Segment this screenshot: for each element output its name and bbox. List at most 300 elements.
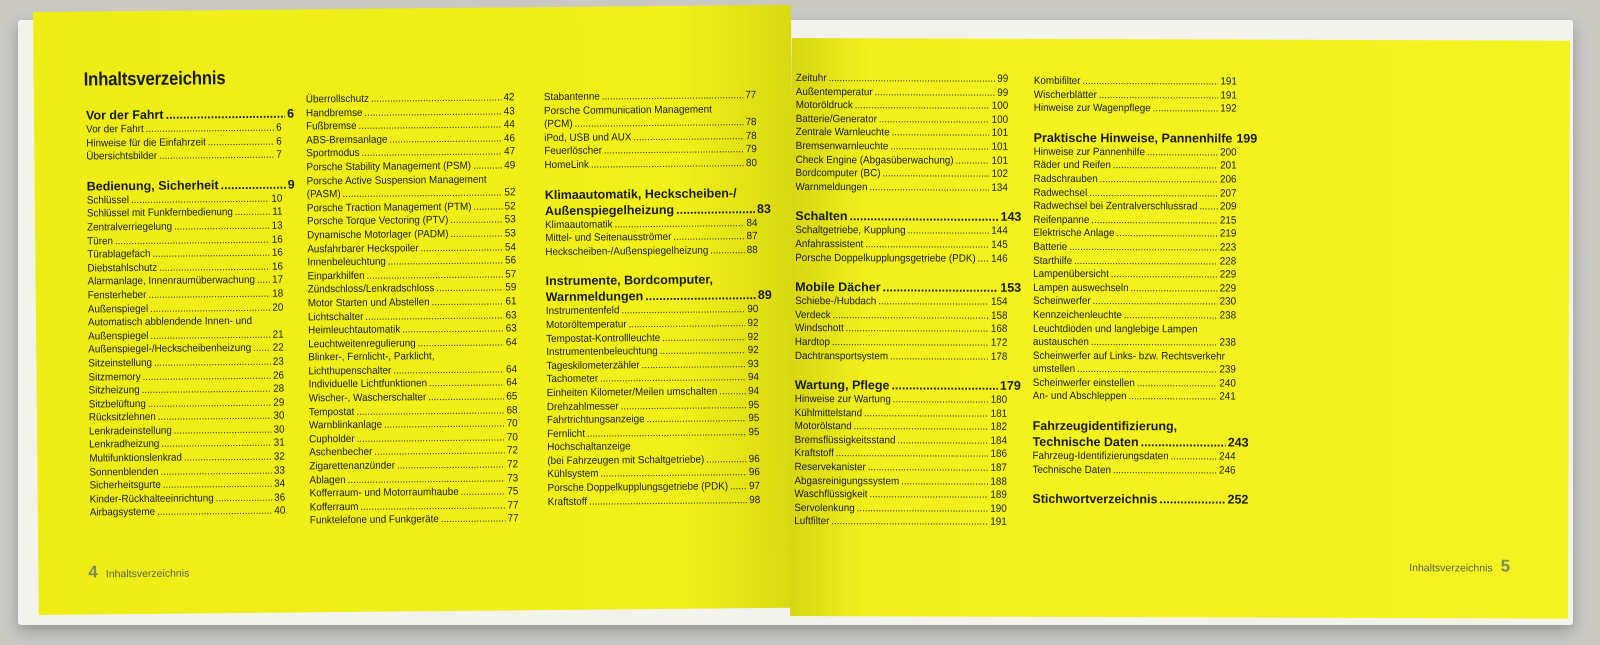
toc-column-5	[1032, 74, 1258, 508]
leader-dots	[1130, 282, 1217, 296]
leader-dots	[146, 122, 275, 137]
entry-page: 29	[273, 396, 285, 409]
entry-label: Airbagsysteme	[89, 506, 156, 519]
leader-dots	[1074, 255, 1218, 269]
entry-page: 7	[276, 148, 282, 161]
entry-page: 75	[507, 485, 519, 498]
leader-dots	[846, 323, 989, 337]
leader-dots	[1137, 377, 1218, 391]
entry-page: 53	[504, 227, 516, 240]
leader-dots	[1089, 187, 1218, 201]
entry-label: austauschen	[1032, 335, 1089, 349]
leader-dots	[1069, 241, 1218, 255]
entry-page: 178	[990, 350, 1008, 363]
entry-page: 201	[1220, 159, 1237, 172]
entry-page: 73	[507, 471, 519, 485]
toc-entry	[1034, 102, 1237, 116]
entry-label: Verdeck	[795, 308, 831, 321]
leader-dots	[890, 350, 989, 364]
entry-page: 65	[506, 390, 518, 403]
leader-dots	[174, 424, 272, 439]
leader-dots	[460, 486, 505, 500]
spacer	[1032, 477, 1248, 492]
toc-entry	[1033, 254, 1236, 268]
toc-entry	[795, 181, 1007, 195]
leader-dots	[1147, 146, 1218, 160]
leader-dots	[436, 282, 503, 296]
entry-page: 59	[505, 281, 517, 294]
entry-label: Hinweise für die Einfahrzeit	[86, 135, 206, 150]
entry-label: Warnmeldungen	[795, 180, 868, 194]
leader-dots	[645, 287, 756, 304]
entry-label: Kinder-Rückhalteeinrichtung	[89, 492, 214, 506]
leader-dots	[897, 434, 988, 448]
left-page	[33, 5, 797, 615]
leader-dots	[418, 336, 505, 350]
entry-page: 78	[745, 129, 757, 142]
entry-label: Abgasreinigungssystem	[794, 474, 900, 488]
entry-page: 172	[990, 336, 1008, 349]
leader-dots	[882, 167, 989, 181]
entry-label: Check Engine (Abgasüberwachung)	[795, 153, 954, 167]
entry-label: Rücksitzlehnen	[88, 411, 156, 424]
leader-dots	[1159, 492, 1225, 508]
entry-page: 100	[991, 99, 1009, 112]
spacer	[795, 265, 1021, 280]
entry-label: Sonnenblenden	[89, 465, 159, 479]
entry-label: Lampenübersicht	[1033, 267, 1109, 281]
entry-label: Kennzeichenleuchte	[1033, 308, 1122, 322]
entry-label: Einheiten Kilometer/Meilen umschalten	[546, 385, 718, 399]
entry-label: Kühlmittelstand	[794, 406, 863, 419]
leader-dots	[150, 301, 271, 316]
toc-entry	[548, 494, 761, 510]
toc-entry	[1033, 295, 1236, 309]
toc-entry	[795, 322, 1007, 336]
leader-dots	[131, 193, 270, 208]
entry-label: Außenspiegel	[87, 302, 149, 316]
entry-page: 99	[997, 72, 1009, 85]
toc-entry	[795, 420, 1007, 434]
leader-dots	[849, 209, 998, 226]
entry-label: Kühlsystem	[547, 468, 599, 481]
leader-dots	[1128, 391, 1217, 405]
toc-entry	[310, 513, 519, 529]
entry-page: 30	[273, 423, 285, 436]
section-heading	[795, 208, 1021, 225]
entry-page: 95	[748, 398, 760, 411]
entry-label: Zentrale Warnleuchte	[795, 126, 890, 139]
entry-page: 190	[990, 502, 1007, 515]
leader-dots	[374, 445, 505, 460]
entry-page: 207	[1220, 187, 1237, 200]
leader-dots	[891, 377, 998, 393]
entry-page: 209	[1219, 200, 1237, 213]
toc-entry	[796, 113, 1008, 127]
entry-label: Bordcomputer (BC)	[795, 167, 881, 180]
leader-dots	[365, 309, 504, 324]
leader-dots	[659, 344, 745, 358]
leader-dots	[257, 274, 271, 288]
entry-label: Individuelle Lichtfunktionen	[308, 377, 428, 391]
leader-dots	[614, 217, 744, 232]
entry-label: iPod, USB und AUX	[544, 131, 632, 144]
leader-dots	[646, 412, 746, 427]
leader-dots	[221, 176, 286, 193]
leader-dots	[955, 154, 989, 168]
entry-page: 199	[1236, 131, 1258, 146]
entry-label: Ablagen	[309, 473, 346, 486]
entry-label: Schlüssel	[86, 193, 130, 207]
entry-label: (PASM)	[306, 188, 341, 201]
entry-page: 145	[991, 238, 1008, 251]
leader-dots	[441, 513, 506, 527]
entry-label: Wischer-, Wascherschalter	[308, 391, 427, 405]
leader-dots	[893, 393, 989, 407]
entry-page: 53	[504, 213, 516, 226]
entry-page: 40	[274, 505, 286, 518]
entry-page: 146	[991, 252, 1008, 265]
toc-entry	[794, 488, 1006, 502]
entry-page: 101	[991, 140, 1009, 153]
entry-label: Klimaautomatik	[545, 218, 613, 231]
toc-entry	[86, 149, 282, 164]
entry-label: Ausfahrbarer Heckspoiler	[307, 241, 419, 255]
section-heading-cont	[1033, 434, 1249, 451]
leader-dots	[428, 391, 505, 405]
entry-page: 238	[1219, 309, 1237, 322]
entry-page: 63	[505, 322, 517, 335]
toc-entry	[1033, 227, 1236, 241]
leader-dots	[208, 135, 275, 149]
leader-dots	[152, 247, 270, 262]
entry-label: Handbremse	[305, 106, 363, 119]
entry-label: Warnmeldungen	[545, 289, 644, 305]
leader-dots	[397, 459, 505, 474]
entry-page: 200	[1220, 146, 1237, 159]
toc-entry	[1033, 377, 1236, 391]
entry-page: 20	[272, 301, 284, 314]
entry-label: Hinweise zur Wagenpflege	[1033, 102, 1151, 115]
leader-dots	[388, 255, 504, 270]
entry-label: Vor der Fahrt	[86, 122, 144, 136]
leader-dots	[869, 181, 989, 195]
entry-label: Tempostat	[308, 405, 355, 419]
entry-page: 252	[1227, 492, 1249, 507]
toc-entry	[795, 309, 1007, 323]
toc-entry	[1034, 159, 1237, 173]
toc-entry	[795, 336, 1007, 350]
leader-dots	[358, 119, 502, 134]
entry-page: 49	[504, 159, 516, 172]
entry-page: 186	[990, 448, 1008, 461]
entry-page: 9	[287, 177, 295, 192]
entry-label: Technische Daten	[1032, 434, 1139, 450]
toc-entry	[1033, 268, 1236, 282]
leader-dots	[1111, 268, 1218, 282]
entry-page: 23	[272, 355, 284, 368]
entry-page: 97	[748, 480, 761, 493]
section-heading	[795, 279, 1021, 296]
entry-label: Leuchtdioden und langlebige Lampen	[1032, 322, 1198, 335]
spacer	[795, 194, 1021, 209]
entry-page: 84	[746, 216, 758, 229]
entry-label: Fußbremse	[306, 120, 357, 133]
entry-label: Cupholder	[309, 432, 355, 446]
entry-label: Innenbeleuchtung	[307, 255, 386, 269]
page-number: 4	[88, 562, 98, 582]
entry-page: 243	[1227, 435, 1249, 450]
entry-label: Tageskilometerzähler	[546, 358, 640, 372]
entry-label: Tempostat-Kontrollleuchte	[546, 331, 661, 345]
footer-label: Inhaltsverzeichnis	[1409, 562, 1493, 575]
entry-page: 17	[272, 273, 284, 287]
entry-page: 77	[507, 512, 519, 525]
leader-dots	[361, 146, 502, 161]
entry-page: 153	[1000, 280, 1022, 295]
entry-page: 238	[1219, 336, 1237, 349]
entry-page: 18	[272, 287, 284, 300]
entry-label: Sitzeinstellung	[88, 356, 153, 370]
entry-page: 98	[749, 493, 761, 506]
entry-label: Alarmanlage, Innenraumüberwachung	[87, 274, 255, 288]
entry-label: Heimleuchtautomatik	[308, 323, 401, 337]
entry-page: 80	[745, 157, 757, 170]
entry-page: 158	[990, 309, 1008, 322]
leader-dots	[719, 385, 746, 399]
leader-dots	[157, 505, 273, 520]
entry-label: Fensterheber	[87, 288, 147, 302]
leader-dots	[833, 309, 990, 323]
leader-dots	[1116, 227, 1218, 241]
entry-page: 77	[745, 89, 757, 102]
leader-dots	[832, 336, 989, 350]
entry-page: 54	[504, 240, 517, 254]
toc-entry	[1033, 350, 1236, 364]
entry-label: Blinker-, Fernlicht-, Parklicht,	[308, 350, 435, 364]
entry-label: Radwechsel bei Zentralverschlussrad	[1033, 200, 1198, 213]
leader-dots	[393, 363, 504, 378]
footer-left	[88, 562, 189, 583]
entry-label: Zentralverriegelung	[87, 220, 173, 234]
toc-entry-cont	[1033, 363, 1236, 377]
page-title: Inhaltsverzeichnis	[83, 68, 226, 91]
toc-entry	[796, 72, 1008, 86]
leader-dots	[450, 214, 503, 228]
entry-page: 72	[507, 458, 519, 471]
entry-label: Waschflüssigkeit	[794, 488, 868, 501]
entry-page: 143	[1000, 210, 1022, 225]
entry-label: Kombifilter	[1033, 74, 1081, 88]
toc-entry	[1033, 309, 1236, 323]
entry-label: Überrollschutz	[305, 92, 369, 106]
entry-page: 22	[272, 341, 284, 355]
entry-page: 77	[507, 499, 519, 512]
entry-page: 57	[505, 268, 517, 281]
entry-label: Motor Starten und Abstellen	[307, 296, 430, 310]
entry-label: An- und Abschleppen	[1032, 390, 1127, 403]
leader-dots	[1082, 75, 1218, 89]
entry-label: Instrumentenbeleuchtung	[546, 345, 658, 359]
entry-label: Türen	[87, 234, 114, 248]
section-label: Klimaautomatik, Heckscheiben-/	[544, 185, 737, 202]
entry-page: 56	[505, 254, 517, 267]
entry-page: 179	[999, 378, 1021, 393]
leader-dots	[620, 399, 746, 414]
leader-dots	[831, 516, 988, 530]
entry-page: 33	[273, 464, 285, 477]
entry-page: 92	[747, 344, 759, 357]
toc-entry	[1034, 75, 1237, 89]
leader-dots	[828, 72, 995, 86]
toc-entry	[795, 252, 1007, 266]
entry-page: 31	[273, 437, 285, 450]
entry-page: 79	[745, 143, 757, 156]
entry-page: 95	[748, 425, 760, 438]
entry-page: 246	[1219, 464, 1236, 477]
toc-entry	[1034, 146, 1237, 160]
entry-page: 6	[276, 121, 282, 134]
leader-dots	[857, 502, 989, 516]
leader-dots	[141, 383, 271, 398]
leader-dots	[364, 105, 502, 120]
leader-dots	[1153, 102, 1219, 116]
leader-dots	[600, 371, 746, 386]
leader-dots	[159, 149, 275, 164]
leader-dots	[389, 132, 502, 147]
entry-label: Windschott	[794, 322, 844, 335]
leader-dots	[1170, 450, 1217, 464]
leader-dots	[165, 106, 285, 123]
leader-dots	[450, 227, 503, 241]
leader-dots	[633, 130, 744, 145]
leader-dots	[1124, 309, 1218, 323]
section-heading	[795, 377, 1021, 394]
leader-dots	[420, 241, 503, 255]
entry-page: 230	[1219, 295, 1237, 308]
toc-entry	[544, 157, 757, 173]
leader-dots	[154, 356, 271, 371]
entry-label: Stabantenne	[543, 90, 600, 104]
entry-label: Sitzmemory	[88, 370, 141, 383]
entry-page: 70	[506, 431, 518, 444]
entry-label: Lichtschalter	[307, 310, 364, 323]
entry-label: Hinweise zur Pannenhilfe	[1033, 145, 1146, 159]
entry-label: Dynamische Motorlager (PADM)	[307, 227, 449, 242]
entry-label: Porsche Stability Management (PSM)	[306, 159, 472, 174]
leader-dots	[150, 328, 271, 343]
toc-entry	[794, 475, 1006, 489]
toc-entry	[795, 224, 1007, 238]
entry-label: Räder und Reifen	[1033, 159, 1111, 172]
entry-page: 83	[756, 201, 771, 216]
leader-dots	[662, 331, 746, 345]
spacer	[795, 363, 1021, 378]
entry-label: Scheinwerfer einstellen	[1032, 376, 1135, 390]
leader-dots	[1100, 173, 1219, 187]
section-heading	[1032, 491, 1248, 508]
entry-label: Scheinwerfer	[1033, 295, 1091, 308]
leader-dots	[1113, 464, 1217, 478]
entry-label: Batterie	[1033, 240, 1068, 253]
entry-label: Scheinwerfer auf Links- bzw. Rechtsverkehr	[1032, 349, 1225, 363]
entry-page: 52	[504, 200, 516, 213]
leader-dots	[473, 200, 502, 214]
entry-label: Türablagefach	[87, 248, 151, 261]
entry-label: Dachtransportsystem	[794, 349, 889, 362]
entry-page: 34	[274, 477, 286, 490]
entry-label: Leuchtweitenregulierung	[308, 337, 416, 351]
toc-entry	[1034, 88, 1237, 102]
entry-label: Automatisch abblendende Innen- und	[87, 315, 253, 329]
toc-entry	[794, 502, 1006, 516]
leader-dots	[602, 89, 744, 104]
toc-entry	[90, 505, 286, 520]
section-label: Instrumente, Bordcomputer,	[545, 272, 714, 289]
toc-entry	[1032, 463, 1235, 477]
leader-dots	[883, 279, 999, 295]
entry-label: Hinweise zur Wartung	[794, 393, 891, 406]
entry-label: Drehzahlmesser	[546, 399, 619, 413]
entry-label: Vor der Fahrt	[85, 107, 164, 123]
entry-page: 52	[504, 186, 516, 199]
leader-dots	[600, 467, 747, 482]
entry-page: 96	[748, 452, 760, 466]
entry-page: 16	[271, 246, 283, 259]
leader-dots	[836, 448, 989, 462]
entry-label: Porsche Traction Management (PTM)	[306, 200, 472, 215]
leader-dots	[473, 159, 502, 173]
leader-dots	[878, 295, 989, 309]
entry-page: 13	[271, 219, 283, 232]
entry-page: 92	[747, 316, 759, 330]
entry-label: Kraftstoff	[547, 495, 588, 508]
leader-dots	[978, 252, 990, 266]
leader-dots	[360, 499, 505, 514]
leader-dots	[163, 478, 273, 493]
leader-dots	[591, 157, 744, 172]
entry-page: 21	[272, 328, 284, 341]
entry-page: 30	[273, 409, 285, 422]
leader-dots	[253, 342, 271, 356]
leader-dots	[1091, 214, 1218, 228]
entry-label: Starthilfe	[1033, 254, 1073, 267]
toc-entry	[1033, 214, 1236, 228]
entry-label: Stichwortverzeichnis	[1032, 492, 1158, 507]
entry-label: Motorölstand	[794, 420, 852, 433]
entry-page: 191	[1220, 75, 1237, 88]
entry-label: Porsche Doppelkupplungsgetriebe (PDK)	[795, 251, 976, 265]
entry-page: 215	[1219, 214, 1237, 227]
entry-page: 43	[503, 104, 515, 118]
leader-dots	[1091, 336, 1218, 350]
entry-page: 10	[271, 192, 283, 205]
footer-label: Inhaltsverzeichnis	[105, 567, 190, 581]
leader-dots	[431, 295, 503, 309]
leader-dots	[901, 475, 988, 489]
leader-dots	[356, 404, 505, 419]
entry-label: Sitzheizung	[88, 384, 140, 397]
toc-entry	[1033, 450, 1236, 464]
entry-label: Lenkradeinstellung	[88, 424, 172, 438]
leader-dots	[356, 431, 505, 446]
entry-label: Sicherheitsgurte	[89, 479, 161, 492]
entry-page: 78	[745, 116, 757, 129]
entry-label: Porsche Active Suspension Management	[306, 173, 487, 187]
entry-label: Lenkradheizung	[89, 438, 160, 451]
entry-label: Mobile Dächer	[795, 280, 881, 295]
toc-entry	[795, 238, 1007, 252]
